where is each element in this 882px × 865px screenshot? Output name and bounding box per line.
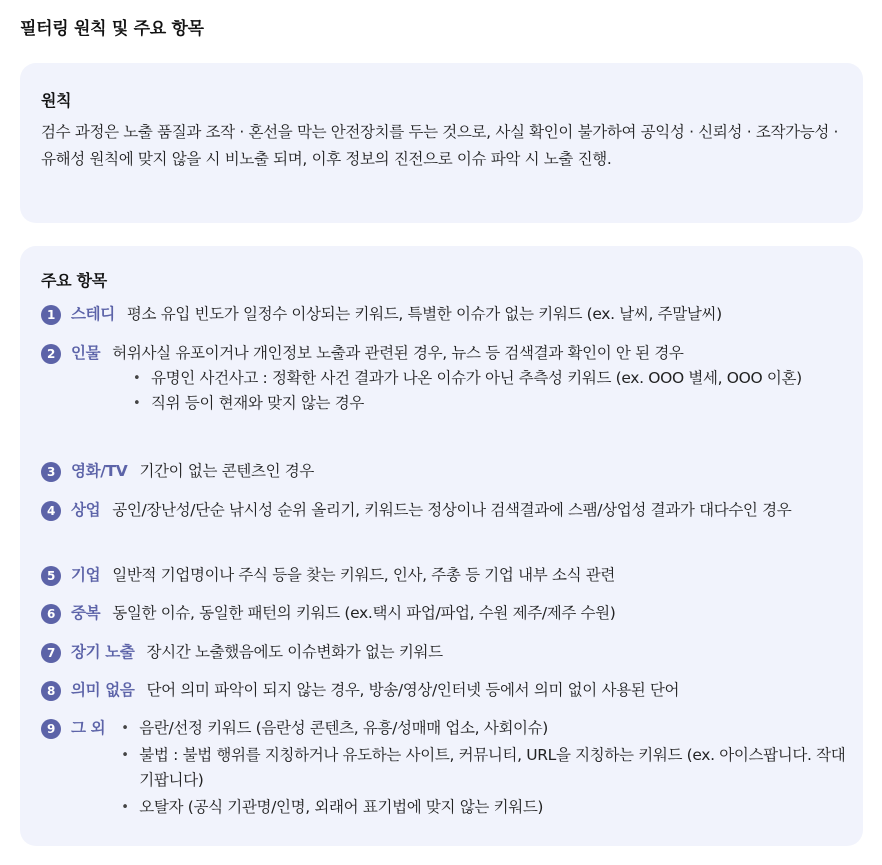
list-item-duplicate — [41, 601, 851, 626]
sub-list — [129, 366, 851, 416]
principle-text: 검수 과정은 노출 품질과 조작 · 혼선을 막는 안전장치를 두는 것으로, 사실 확인이 불가하여 공익성 · 신뢰성 · 조작가능성 · 유해성 원칙에 맞지 않을 시 비노출 되며, 이후 정보의 진전으로 이슈 파악 시 노출 진행. — [41, 123, 839, 168]
sub-list-item: • 유명인 사건사고 : 정확한 사건 결과가 나온 이슈가 아닌 추측성 키워드 (ex. OOO 별세, OOO 이혼) — [129, 366, 851, 391]
principle-card — [20, 63, 863, 223]
number-badge: 3 — [41, 462, 61, 482]
item-label: 상업 — [71, 501, 101, 519]
items-card — [20, 246, 863, 846]
sub-list-item: • 직위 등이 현재와 맞지 않는 경우 — [129, 391, 851, 416]
item-label: 그 외 — [71, 719, 106, 737]
list-item-commercial — [41, 498, 851, 523]
item-description: 장시간 노출했음에도 이슈변화가 없는 키워드 — [146, 643, 443, 661]
item-label: 장기 노출 — [71, 643, 135, 661]
number-badge: 1 — [41, 305, 61, 325]
item-description: 단어 의미 파악이 되지 않는 경우, 방송/영상/인터넷 등에서 의미 없이 사용된 단어 — [146, 681, 680, 699]
number-badge: 8 — [41, 681, 61, 701]
item-label: 기업 — [71, 566, 101, 584]
item-description: 동일한 이슈, 동일한 패턴의 키워드 (ex.택시 파업/파업, 수원 제주/제주 수원) — [112, 604, 616, 622]
item-description: 기간이 없는 콘텐츠인 경우 — [139, 462, 315, 480]
sub-list-item: • 음란/선정 키워드 (음란성 콘텐츠, 유흥/성매매 업소, 사회이슈) — [117, 716, 851, 741]
list-item-company — [41, 563, 851, 588]
item-description: 허위사실 유포이거나 개인정보 노출과 관련된 경우, 뉴스 등 검색결과 확인이 안 된 경우 — [112, 344, 684, 362]
number-badge: 6 — [41, 604, 61, 624]
page-title: 필터링 원칙 및 주요 항목 — [20, 19, 204, 39]
list-item-movie-tv — [41, 459, 851, 484]
number-badge: 7 — [41, 643, 61, 663]
item-description: 평소 유입 빈도가 일정수 이상되는 키워드, 특별한 이슈가 없는 키워드 (ex. 날씨, 주말날씨) — [126, 305, 722, 323]
item-label: 영화/TV — [71, 462, 128, 480]
list-item-person — [41, 341, 851, 416]
number-badge: 5 — [41, 566, 61, 586]
item-label: 스테디 — [71, 305, 115, 323]
number-badge: 9 — [41, 719, 61, 739]
item-label: 인물 — [71, 344, 101, 362]
list-item-steady — [41, 302, 851, 327]
item-description: 공인/장난성/단순 낚시성 순위 올리기, 키워드는 정상이나 검색결과에 스팸/상업성 결과가 대다수인 경우 — [112, 501, 792, 519]
number-badge: 2 — [41, 344, 61, 364]
item-label: 의미 없음 — [71, 681, 135, 699]
list-item-other — [41, 716, 851, 820]
number-badge: 4 — [41, 501, 61, 521]
sub-list — [117, 716, 851, 820]
principle-title: 원칙 — [41, 91, 72, 110]
list-item-meaningless — [41, 678, 851, 703]
items-title: 주요 항목 — [41, 271, 107, 290]
list-item-long-exposure — [41, 640, 851, 665]
sub-list-item: • 오탈자 (공식 기관명/인명, 외래어 표기법에 맞지 않는 키워드) — [117, 795, 851, 820]
sub-list-item: • 불법 : 불법 행위를 지칭하거나 유도하는 사이트, 커뮤니티, URL을 지칭하는 키워드 (ex. 아이스팝니다. 작대기팝니다) — [117, 743, 851, 793]
item-description: 일반적 기업명이나 주식 등을 찾는 키워드, 인사, 주총 등 기업 내부 소식 관련 — [112, 566, 616, 584]
item-label: 중복 — [71, 604, 101, 622]
